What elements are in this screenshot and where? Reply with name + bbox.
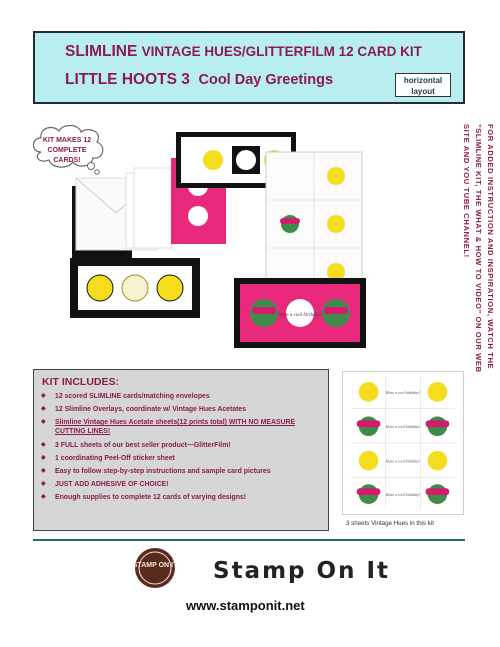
kit-list bbox=[41, 392, 323, 507]
list-item: ◆ 12 scored SLIMLINE cards/matching envelopes bbox=[41, 393, 210, 400]
card-greeting: Have a cool birthday! bbox=[277, 313, 323, 318]
stamp-logo-icon bbox=[133, 546, 177, 590]
subtitle-rest: Cool Day Greetings bbox=[198, 72, 334, 88]
list-item: ◆ Slimline Vintage Hues Acetate sheets(12 prints total) WITH NO MEASURE CUTTING LINES! bbox=[41, 419, 296, 436]
sheet-greeting: Have a cool birthday! bbox=[385, 492, 421, 498]
diamond-bullet-icon: ◆ bbox=[41, 481, 46, 488]
title-banner bbox=[33, 31, 465, 104]
divider bbox=[33, 539, 465, 541]
badge-line-1: horizontal bbox=[403, 76, 443, 85]
list-item: ◆ JUST ADD ADHESIVE OF CHOICE! bbox=[41, 481, 169, 489]
list-item: ◆ 12 Slimline Overlays, coordinate w/ Vintage Hues Acetates bbox=[41, 406, 247, 414]
title-rest: VINTAGE HUES/GLITTERFILM 12 CARD KIT bbox=[141, 44, 422, 59]
website-link[interactable]: www.stamponit.net bbox=[186, 598, 305, 613]
acetate-sheet-preview bbox=[342, 371, 464, 515]
title-brand: SLIMLINE bbox=[65, 43, 138, 60]
diamond-bullet-icon: ◆ bbox=[41, 406, 46, 413]
logo-lettering: STAMP ON IT bbox=[133, 562, 177, 569]
title-line-1 bbox=[65, 43, 422, 61]
sheet-greeting: Have a cool birthday! bbox=[385, 424, 421, 430]
kit-includes-box bbox=[33, 369, 329, 531]
kit-title: KIT INCLUDES: bbox=[42, 376, 119, 388]
card-kit-photo bbox=[66, 128, 376, 358]
bubble-text: KIT MAKES 12 COMPLETE CARDS! bbox=[42, 137, 92, 164]
list-item: ◆ 1 coordinating Peel-Off sticker sheet bbox=[41, 454, 175, 462]
list-item: ◆ Easy to follow step-by-step instructions and sample card pictures bbox=[41, 467, 271, 475]
diamond-bullet-icon: ◆ bbox=[41, 467, 46, 474]
sheet-caption: 3 sheets Vintage Hues in this kit bbox=[346, 520, 434, 527]
sheet-greeting: Have a cool birthday! bbox=[385, 458, 421, 464]
badge-line-2: layout bbox=[411, 87, 435, 96]
sheet-greeting: Have a cool birthday! bbox=[385, 389, 421, 395]
diamond-bullet-icon: ◆ bbox=[41, 441, 46, 448]
diamond-bullet-icon: ◆ bbox=[41, 494, 46, 501]
layout-badge bbox=[395, 73, 451, 97]
diamond-bullet-icon: ◆ bbox=[41, 419, 46, 426]
list-item: ◆ Enough supplies to complete 12 cards of varying designs! bbox=[41, 494, 247, 502]
diamond-bullet-icon: ◆ bbox=[41, 393, 46, 399]
subtitle-main: LITTLE HOOTS 3 bbox=[65, 71, 190, 88]
diamond-bullet-icon: ◆ bbox=[41, 454, 46, 461]
list-item: ◆ 3 FULL sheets of our best seller product—GlitterFilm! bbox=[41, 441, 231, 449]
brand-name: Stamp On It bbox=[213, 558, 391, 584]
side-note: FOR ADDED INSTRUCTION AND INSPIRATION, WATCH THE "SLIMLINE KIT, THE WHAT & HOW TO VIDEO" ON OUR WEB SITE AND YOU TUBE CHANNEL! bbox=[462, 124, 495, 373]
title-line-2 bbox=[65, 71, 333, 89]
